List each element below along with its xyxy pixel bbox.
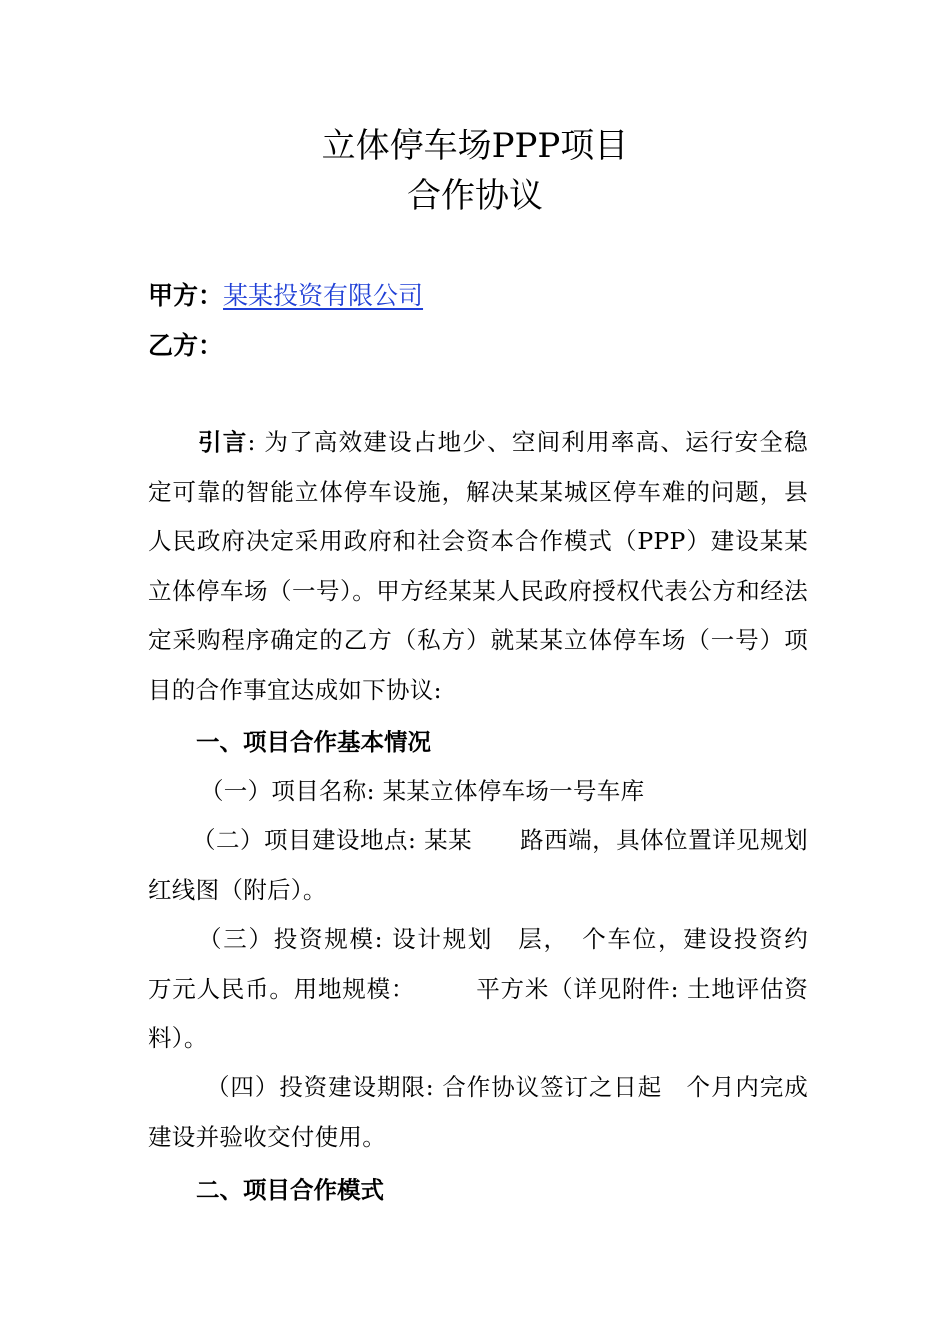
section-1-item-2: （二）项目建设地点: 某某 路西端，具体位置详见规划红线图（附后）。 [148,826,808,904]
document-title-line1: 立体停车场PPP项目 [321,126,629,166]
section-2-heading: 二、项目合作模式 [196,1176,384,1204]
document-title-line2: 合作协议 [407,176,543,216]
party-b-label: 乙方： [148,331,224,360]
intro-lead: 引言 [198,428,248,456]
intro-body: : 为了高效建设占地少、空间利用率高、运行安全稳定可靠的智能立体停车设施，解决某某城区停车难的问题，县人民政府决定采用政府和社会资本合作模式（PPP）建设某某立体停车场（一号）。甲方经某某人民政府授权代表公方和经法定采购程序确定的乙方（私方）就某某立体停车场（一号）项目的合作事宜达成如下协议: [148,428,808,704]
section-1-item-4: （四）投资建设期限: 合作协议签订之日起 个月内完成建设并验收交付使用。 [148,1073,808,1151]
intro-paragraph [148,418,808,715]
party-a-label: 甲方： [148,281,224,310]
section-1-item-3: （三）投资规模: 设计规划 层， 个车位，建设投资约 万元人民币。用地规模： 平方米（详见附件: 土地评估资料）。 [148,925,856,1052]
party-a-link[interactable]: 某某投资有限公司 [223,281,424,310]
party-a [148,278,423,314]
section-1-heading: 一、项目合作基本情况 [196,728,431,756]
party-b [148,328,223,364]
section-1-item-1: （一）项目名称: 某某立体停车场一号车库 [200,777,645,805]
